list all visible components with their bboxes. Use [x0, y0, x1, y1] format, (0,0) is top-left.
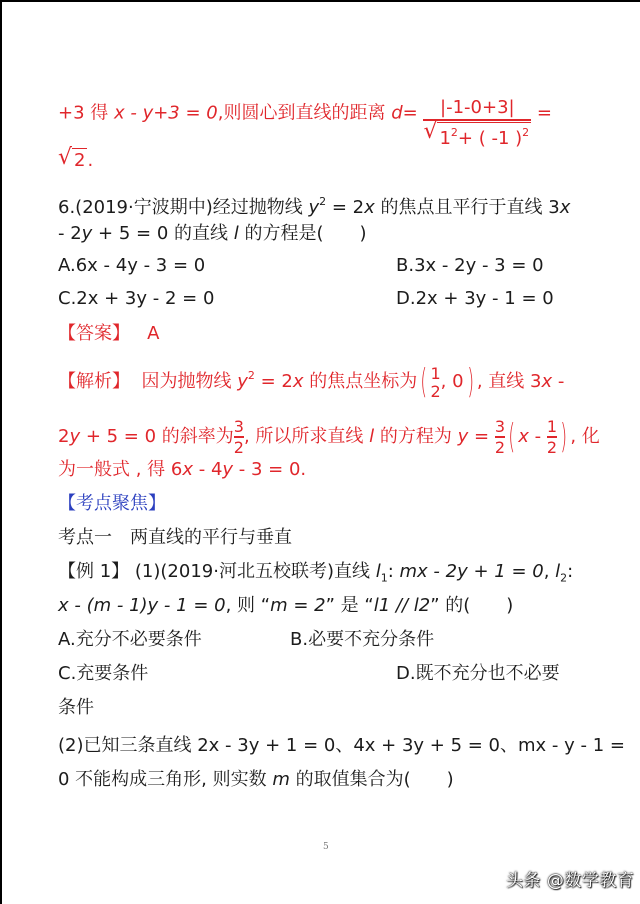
- subscript: 2: [560, 571, 568, 585]
- variable: y: [69, 425, 81, 447]
- variable: l: [233, 223, 239, 244]
- text: , 化: [570, 425, 600, 447]
- option-label: D.: [396, 663, 416, 684]
- answer-tag: 【答案】: [58, 323, 130, 344]
- text: + 5 = 0 的直线: [92, 223, 234, 244]
- question6-line2: [58, 222, 367, 246]
- text: = 2: [254, 371, 293, 392]
- text: ,则圆心到直线的距离: [217, 102, 392, 124]
- option-label: A.: [58, 629, 76, 650]
- option-label: D.: [396, 288, 416, 309]
- variable: l: [555, 561, 561, 582]
- text: , 所以所求直线: [243, 425, 370, 447]
- answer-line: [58, 322, 160, 346]
- term: + ( -1 ): [457, 127, 523, 149]
- option-b: [290, 628, 434, 652]
- distance-fraction: [423, 98, 531, 149]
- option-text: 2x + 3y - 2 = 0: [76, 288, 215, 309]
- text: +3 得: [58, 102, 114, 124]
- slope-fraction: [234, 418, 244, 456]
- analysis-tag: 【解析】: [58, 371, 130, 392]
- variable: x: [182, 459, 193, 480]
- exponent: 2: [319, 195, 327, 208]
- fraction-numerator: |-1-0+3|: [440, 97, 515, 118]
- radicand: 2: [74, 150, 86, 171]
- fraction-numerator: 1: [430, 363, 441, 383]
- example1-part2-line1: (2)已知三条直线 2x - 3y + 1 = 0、4x + 3y + 5 = 0、mx - y - 1 =: [58, 735, 625, 756]
- text: ” 的( ): [430, 595, 514, 616]
- option-text: 6x - 4y - 3 = 0: [75, 255, 206, 276]
- question6-line1: [58, 190, 570, 220]
- equals: =: [468, 425, 495, 447]
- left-paren: (: [508, 416, 515, 457]
- fraction-denominator: 2: [233, 437, 244, 457]
- fraction-bar: [423, 119, 531, 121]
- text: + 5 = 0 的斜率为: [80, 425, 234, 447]
- radical-sign-icon: √: [423, 118, 438, 144]
- answer-value: A: [147, 323, 160, 344]
- example1-line2: [58, 594, 513, 618]
- option-c: [58, 288, 214, 309]
- fraction-denominator: [423, 118, 531, 149]
- example1-line1: [58, 560, 573, 591]
- fraction-denominator: 2: [430, 381, 441, 401]
- text: , 0: [440, 371, 464, 392]
- variable: y: [457, 425, 469, 447]
- text: 0 不能构成三角形, 则实数: [58, 769, 273, 790]
- text: :: [387, 561, 400, 582]
- example1-part2-line2: [58, 768, 454, 792]
- variable: l: [369, 425, 375, 447]
- exponent: 2: [522, 125, 530, 139]
- example1-options-row2: [58, 662, 560, 686]
- square-root: [423, 118, 531, 149]
- text: ” 是 “: [325, 595, 374, 616]
- equation: mx - 2y + 1 = 0: [399, 561, 544, 582]
- focus-topic: 考点一 两直线的平行与垂直: [58, 527, 292, 548]
- text: 的焦点且平行于直线 3: [374, 197, 560, 218]
- text: , 直线 3: [476, 371, 542, 392]
- text: -: [528, 425, 547, 447]
- equals: =: [402, 102, 418, 124]
- variable: y: [81, 223, 93, 244]
- parallel-condition: l1 // l2: [373, 595, 431, 616]
- focus-heading: 【考点聚焦】: [58, 493, 166, 514]
- option-text: 充分不必要条件: [75, 629, 202, 650]
- base: 1: [439, 127, 451, 149]
- square-root: [58, 145, 87, 173]
- solution-prev-line2: [58, 145, 94, 173]
- option-label: A.: [58, 255, 76, 276]
- option-text: 既不充分也不必要: [415, 663, 560, 684]
- variable: x: [518, 425, 529, 447]
- text: ,: [543, 561, 556, 582]
- text: 2: [58, 425, 70, 447]
- option-text: 3x - 2y - 3 = 0: [414, 255, 544, 276]
- text: 的方程是( ): [238, 223, 367, 244]
- text: 的焦点坐标为: [303, 371, 418, 392]
- example1-options-row1: [58, 628, 435, 652]
- variable: l: [375, 561, 381, 582]
- variable: m: [272, 769, 290, 790]
- text: -: [552, 371, 565, 392]
- analysis-line2: [58, 418, 600, 456]
- option-label: B.: [396, 255, 415, 276]
- option-label: C.: [58, 663, 77, 684]
- page-number: 5: [323, 842, 329, 852]
- right-paren: ): [466, 362, 474, 402]
- focus-x-fraction: [430, 365, 440, 400]
- text: = 2: [326, 197, 365, 218]
- variable: x: [541, 371, 553, 392]
- text: 为一般式 , 得 6: [58, 459, 183, 480]
- variable: x: [292, 371, 304, 392]
- equals: =: [536, 102, 552, 124]
- text: - 3 = 0.: [233, 459, 307, 480]
- option-b: [396, 254, 544, 278]
- fraction-denominator: 2: [494, 437, 505, 457]
- watermark: 头条 @数学教育: [506, 871, 635, 891]
- exponent: 2: [450, 125, 458, 139]
- example-tag: 【例 1】: [58, 561, 130, 582]
- equation: x - y+3 = 0: [113, 102, 218, 124]
- right-paren: ): [560, 416, 568, 457]
- fraction-numerator: 3: [233, 417, 244, 436]
- variable: x: [559, 197, 571, 218]
- text: 的方程为: [374, 425, 458, 447]
- example1-option-d-continued: 条件: [58, 697, 94, 718]
- text: :: [567, 561, 574, 582]
- option-d: [396, 662, 560, 686]
- analysis-line3: [58, 458, 306, 482]
- radical-sign-icon: √: [58, 145, 73, 170]
- option-c: [58, 663, 148, 684]
- text: (1)(2019·河北五校联考)直线: [129, 561, 376, 582]
- option-d: [396, 287, 554, 311]
- exponent: 2: [247, 369, 255, 382]
- offset-fraction: [547, 418, 557, 456]
- text: 6.(2019·宁波期中)经过抛物线: [58, 197, 309, 218]
- solution-prev-line1: [58, 88, 552, 149]
- option-text: 2x + 3y - 1 = 0: [415, 288, 554, 309]
- option-a: [58, 255, 205, 276]
- text: 因为抛物线: [141, 371, 238, 392]
- text: - 2: [58, 223, 82, 244]
- variable: x: [364, 197, 375, 218]
- variable: y: [308, 197, 320, 218]
- variable: y: [237, 371, 248, 392]
- page-top-border: [0, 0, 640, 2]
- analysis-line1: [58, 364, 564, 400]
- option-label: C.: [58, 288, 77, 309]
- text: , 则 “: [225, 595, 271, 616]
- text: - 4: [193, 459, 223, 480]
- period: .: [87, 150, 94, 171]
- fraction-numerator: 3: [494, 417, 505, 436]
- condition: m = 2: [270, 595, 326, 616]
- variable: y: [222, 459, 234, 480]
- coef-fraction: [495, 418, 505, 456]
- fraction-numerator: 1: [546, 417, 558, 436]
- text: 的取值集合为( ): [289, 769, 454, 790]
- distance-variable: d: [391, 102, 403, 124]
- left-paren: (: [420, 362, 428, 402]
- option-a: [58, 629, 202, 650]
- question6-options-row1: [58, 254, 544, 278]
- page-left-border: [0, 0, 2, 904]
- question6-options-row2: [58, 287, 554, 311]
- fraction-denominator: 2: [546, 437, 558, 457]
- option-text: 充要条件: [76, 663, 149, 684]
- subscript: 1: [380, 571, 388, 585]
- equation: x - (m - 1)y - 1 = 0: [58, 595, 226, 616]
- option-label: B.: [290, 629, 309, 650]
- option-text: 必要不充分条件: [308, 629, 435, 650]
